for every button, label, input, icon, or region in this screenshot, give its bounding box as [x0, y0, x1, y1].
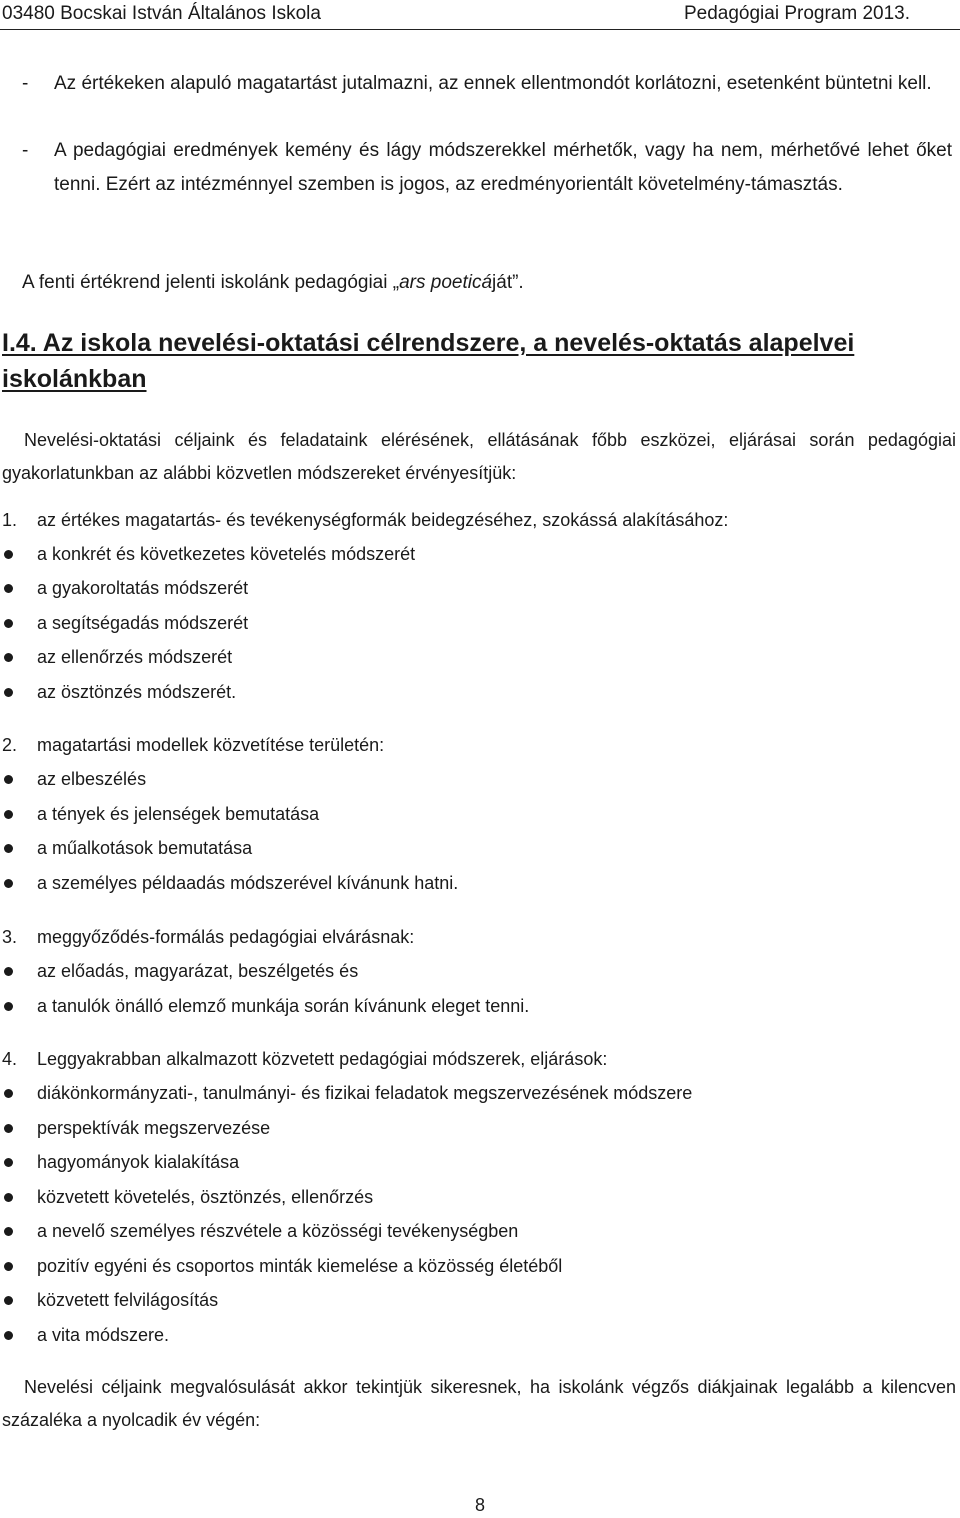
- bullet-icon: [4, 1158, 13, 1167]
- item-number: 3.: [2, 927, 18, 947]
- bullet-text: a vita módszere.: [37, 1325, 170, 1345]
- intro-paragraph: Nevelési-oktatási céljaink és feladataink elérésének, ellátásának főbb eszközei, eljárásai során pedagógiai gyakorlatunkban az alábbi közvetlen módszereket érvényesítjük:: [2, 430, 956, 483]
- item-number: 1.: [2, 510, 18, 530]
- item-title: magatartási modellek közvetítése területén:: [37, 735, 385, 755]
- bullet-icon: [4, 584, 13, 593]
- ars-before: A fenti értékrend jelenti iskolánk pedagógiai „: [22, 272, 400, 293]
- bullet-icon: [4, 1227, 13, 1236]
- bullet-icon: [4, 1124, 13, 1133]
- ars-italic: ars poeticá: [399, 272, 493, 293]
- bullet-text: perspektívák megszervezése: [37, 1118, 271, 1138]
- bullet-icon: [4, 619, 13, 628]
- bullet-text: a tények és jelenségek bemutatása: [37, 804, 320, 824]
- bullet-text: hagyományok kialakítása: [37, 1152, 240, 1172]
- bullet-text: az ellenőrzés módszerét: [37, 647, 233, 667]
- dash-marker: ‑: [22, 73, 29, 94]
- bullet-icon: [4, 550, 13, 559]
- bullet-text: az elbeszélés: [37, 769, 147, 789]
- bullet-icon: [4, 1002, 13, 1011]
- bullet-text: a gyakoroltatás módszerét: [37, 578, 249, 598]
- ars-after: ját”.: [492, 272, 524, 293]
- bullet-icon: [4, 1193, 13, 1202]
- numbered-item: [2, 920, 414, 954]
- page-number: 8: [474, 1495, 485, 1515]
- bullet-icon: [4, 1089, 13, 1098]
- numbered-item: [2, 503, 728, 537]
- section-heading: I.4. Az iskola nevelési-oktatási célrendszere, a nevelés-oktatás alapelvei iskolánkban: [2, 329, 855, 393]
- header-school-name: 03480 Bocskai István Általános Iskola: [2, 3, 321, 24]
- ars-poetica-line: [22, 266, 524, 299]
- bullet-icon: [4, 1262, 13, 1271]
- bullet-icon: [4, 1331, 13, 1340]
- bullet-text: a tanulók önálló elemző munkája során kívánunk eleget tenni.: [37, 996, 530, 1016]
- bullet-text: a nevelő személyes részvétele a közösségi tevékenységben: [37, 1221, 519, 1241]
- page-header: [0, 0, 960, 30]
- bullet-icon: [4, 688, 13, 697]
- bullet-text: az előadás, magyarázat, beszélgetés és: [37, 961, 359, 981]
- item-title: meggyőződés-formálás pedagógiai elvárásnak:: [37, 927, 415, 947]
- bullet-icon: [4, 1296, 13, 1305]
- item-title: az értékes magatartás- és tevékenységformák beidegzéséhez, szokássá alakításához:: [37, 510, 729, 530]
- bullet-icon: [4, 879, 13, 888]
- dash-item-text: Az értékeken alapuló magatartást jutalmazni, az ennek ellentmondót korlátozni, esetenként büntetni kell.: [54, 73, 932, 94]
- item-number: 2.: [2, 735, 18, 755]
- bullet-text: közvetett követelés, ösztönzés, ellenőrzés: [37, 1187, 374, 1207]
- bullet-text: az ösztönzés módszerét.: [37, 682, 237, 702]
- dash-item-text: A pedagógiai eredmények kemény és lágy módszerekkel mérhetők, vagy ha nem, mérhetővé lehet őket tenni. Ezért az intézménnyel szemben is jogos, az eredményorientált követelmény-támasztás.: [54, 140, 952, 195]
- bullet-icon: [4, 775, 13, 784]
- bullet-icon: [4, 844, 13, 853]
- bullet-icon: [4, 967, 13, 976]
- dash-marker: ‑: [22, 140, 29, 161]
- bullet-text: diákönkormányzati-, tanulmányi- és fizikai feladatok megszervezésének módszere: [37, 1083, 693, 1103]
- bullet-text: a konkrét és következetes követelés módszerét: [37, 544, 416, 564]
- bullet-icon: [4, 653, 13, 662]
- numbered-item: [2, 1042, 607, 1076]
- bullet-text: a segítségadás módszerét: [37, 613, 249, 633]
- bullet-text: pozitív egyéni és csoportos minták kiemelése a közösség életéből: [37, 1256, 563, 1276]
- bullet-text: a személyes példaadás módszerével kívánunk hatni.: [37, 873, 459, 893]
- closing-paragraph: Nevelési céljaink megvalósulását akkor tekintjük sikeresnek, ha iskolánk végzős diákjainak legalább a kilencven százaléka a nyolcadik év végén:: [2, 1377, 956, 1430]
- bullet-icon: [4, 810, 13, 819]
- bullet-text: közvetett felvilágosítás: [37, 1290, 219, 1310]
- header-document-title: Pedagógiai Program 2013.: [683, 3, 910, 24]
- item-title: Leggyakrabban alkalmazott közvetett pedagógiai módszerek, eljárások:: [37, 1049, 608, 1069]
- item-number: 4.: [2, 1049, 18, 1069]
- header-divider: [0, 29, 960, 30]
- bullet-text: a műalkotások bemutatása: [37, 838, 253, 858]
- numbered-item: [2, 728, 384, 762]
